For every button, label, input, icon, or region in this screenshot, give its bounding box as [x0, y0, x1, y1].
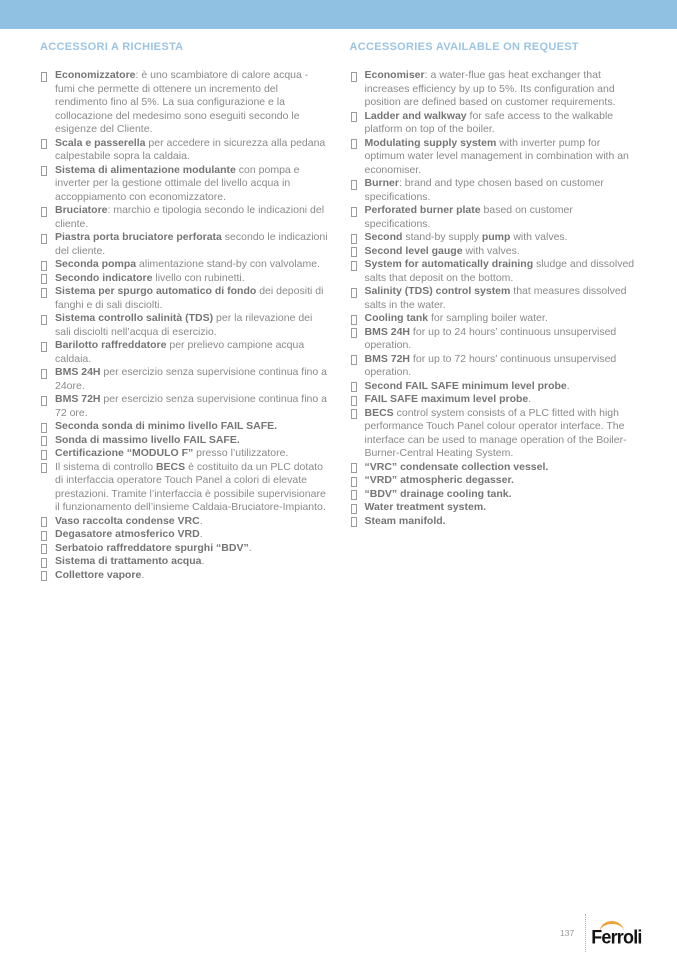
item-text: Barilotto raffreddatore per prelievo campione acqua caldaia.	[55, 339, 305, 365]
list-item	[40, 447, 331, 461]
page-content	[40, 41, 640, 582]
item-text: BMS 72H for up to 72 hours’ continuous unsupervised operation.	[364, 352, 617, 378]
bullet-box-icon	[351, 490, 357, 500]
bullet-box-icon	[351, 504, 357, 514]
bullet-box-icon	[351, 139, 357, 149]
item-text: Il sistema di controllo BECS è costituito da un PLC dotato di interfaccia operatore Touch Panel a colori di elevate prestazioni. Tramite l’interfaccia è possibile supervisionare il funzionamento dell’insieme Caldaia-Bruciatore-Impianto.	[55, 460, 326, 513]
list-item	[350, 312, 641, 326]
item-text: “VRC” condensate collection vessel.	[364, 460, 549, 473]
list-item	[350, 110, 641, 137]
bullet-box-icon	[351, 517, 357, 527]
item-text: Modulating supply system with inverter pump for optimum water level management in combination with an economiser.	[364, 136, 629, 176]
bullet-box-icon	[41, 288, 47, 298]
column-heading-english: ACCESSORIES AVAILABLE ON REQUEST	[349, 41, 579, 53]
bullet-box-icon	[351, 382, 357, 392]
bullet-box-icon	[351, 463, 357, 473]
item-text: Economiser: a water-flue gas heat exchanger that increases efficiency by up to 5%. Its configuration and position are defined based on customer requirements.	[364, 69, 616, 108]
bullet-box-icon	[41, 207, 47, 217]
bullet-box-icon	[41, 369, 47, 379]
item-text: Serbatoio raffreddatore spurghi “BDV”.	[55, 541, 252, 554]
list-item	[40, 420, 331, 434]
item-text: Water treatment system.	[364, 501, 487, 513]
item-text: Ladder and walkway for safe access to the walkable platform on top of the boiler.	[364, 109, 614, 135]
item-text: System for automatically draining sludge and dissolved salts that deposit on the bottom.	[364, 258, 635, 284]
bullet-box-icon	[41, 72, 47, 82]
list-item	[40, 569, 331, 583]
bullet-box-icon	[351, 477, 357, 487]
item-text: Seconda sonda di minimo livello FAIL SAFE.	[55, 420, 278, 432]
item-text: BMS 24H for up to 24 hours’ continuous unsupervised operation.	[364, 325, 617, 351]
list-item	[350, 231, 641, 245]
item-text: Perforated burner plate based on customer specifications.	[364, 204, 573, 230]
ferroli-logo-text: Ferroli	[591, 926, 642, 948]
list-item	[40, 69, 331, 137]
list-item	[350, 501, 641, 515]
item-text: Salinity (TDS) control system that measures dissolved salts in the water.	[364, 285, 627, 311]
list-item	[350, 326, 641, 353]
item-text: Sistema per spurgo automatico di fondo dei depositi di fanghi e di sali disciolti.	[55, 285, 324, 311]
bullet-box-icon	[351, 288, 357, 298]
item-text: Seconda pompa alimentazione stand-by con valvolame.	[55, 258, 320, 270]
bullet-box-icon	[41, 166, 47, 176]
bullet-box-icon	[41, 315, 47, 325]
list-item	[40, 137, 331, 164]
list-item	[40, 515, 331, 529]
list-item	[350, 258, 641, 285]
column-heading-italian: ACCESSORI A RICHIESTA	[40, 41, 184, 53]
bullet-box-icon	[351, 261, 357, 271]
bullet-box-icon	[41, 342, 47, 352]
ferroli-logo	[591, 918, 641, 948]
bullet-box-icon	[41, 436, 47, 446]
bullet-box-icon	[351, 207, 357, 217]
bullet-box-icon	[41, 544, 47, 554]
list-item	[40, 312, 331, 339]
item-text: Sonda di massimo livello FAIL SAFE.	[55, 433, 240, 446]
list-item	[350, 204, 641, 231]
list-item	[40, 434, 331, 448]
bullet-box-icon	[41, 234, 47, 244]
bullet-box-icon	[351, 247, 357, 257]
column-italian	[40, 41, 331, 582]
dotted-separator	[585, 914, 586, 952]
page-number: 137	[560, 928, 575, 938]
bullet-box-icon	[351, 409, 357, 419]
item-text: Sistema di trattamento acqua.	[55, 555, 205, 567]
list-item	[40, 366, 331, 393]
bullet-box-icon	[351, 180, 357, 190]
bullet-box-icon	[351, 328, 357, 338]
list-item	[40, 339, 331, 366]
list-item	[350, 515, 641, 529]
bullet-box-icon	[41, 139, 47, 149]
item-text: Sistema di alimentazione modulante con pompa e inverter per la gestione ottimale del livello acqua in accoppiamento con economizzatore.	[55, 163, 300, 203]
item-text: FAIL SAFE maximum level probe.	[364, 393, 532, 405]
list-item	[350, 137, 641, 178]
item-text: BMS 24H per esercizio senza supervisione continua fino a 24ore.	[55, 366, 327, 392]
bullet-box-icon	[41, 450, 47, 460]
bullet-box-icon	[351, 396, 357, 406]
list-item	[40, 285, 331, 312]
item-text: BECS control system consists of a PLC fitted with high performance Touch Panel colour operator interface. The interface can be used to manage operation of the Boiler-Burner-Central Heating System.	[364, 406, 627, 459]
list-item	[350, 285, 641, 312]
bullet-box-icon	[41, 261, 47, 271]
list-item	[40, 204, 331, 231]
bullet-box-icon	[41, 274, 47, 284]
list-item	[350, 407, 641, 461]
bullet-box-icon	[41, 423, 47, 433]
top-color-bar	[0, 0, 677, 29]
list-item	[350, 177, 641, 204]
list-item	[350, 353, 641, 380]
bullet-box-icon	[41, 571, 47, 581]
item-text: Second stand-by supply pump with valves.	[364, 231, 568, 243]
item-text: Cooling tank for sampling boiler water.	[364, 312, 548, 324]
list-item	[350, 69, 641, 110]
bullet-box-icon	[351, 234, 357, 244]
item-text: Sistema controllo salinità (TDS) per la rilevazione dei sali disciolti nell’acqua di esercizio.	[55, 312, 313, 338]
item-text: Certificazione “MODULO F” presso l’utilizzatore.	[55, 447, 289, 459]
bullet-box-icon	[351, 112, 357, 122]
list-item	[350, 461, 641, 475]
item-text: Degasatore atmosferico VRD.	[55, 528, 203, 540]
list-item	[40, 555, 331, 569]
item-text: Bruciatore: marchio e tipologia secondo le indicazioni del cliente.	[55, 204, 325, 230]
item-text: Second FAIL SAFE minimum level probe.	[364, 379, 570, 392]
list-item	[350, 393, 641, 407]
list-item	[40, 164, 331, 205]
item-text: Burner: brand and type chosen based on customer specifications.	[364, 177, 604, 203]
list-item	[350, 380, 641, 394]
item-text: Collettore vapore.	[55, 568, 145, 581]
item-text: “VRD” atmospheric degasser.	[364, 474, 514, 486]
list-item	[40, 528, 331, 542]
list-item	[40, 393, 331, 420]
list-item	[40, 461, 331, 515]
list-item	[350, 488, 641, 502]
item-text: BMS 72H per esercizio senza supervisione continua fino a 72 ore.	[55, 393, 327, 419]
list-item	[40, 258, 331, 272]
item-text: Secondo indicatore livello con rubinetti.	[55, 271, 245, 284]
accessory-list-italian	[40, 69, 331, 582]
item-text: Second level gauge with valves.	[364, 244, 520, 257]
item-text: Piastra porta bruciatore perforata secondo le indicazioni del cliente.	[55, 231, 328, 257]
bullet-box-icon	[41, 517, 47, 527]
bullet-box-icon	[351, 355, 357, 365]
accessory-list-english	[350, 69, 641, 528]
item-text: Vaso raccolta condense VRC.	[55, 514, 203, 527]
item-text: Scala e passerella per accedere in sicurezza alla pedana calpestabile sopra la caldaia.	[55, 136, 326, 162]
item-text: “BDV” drainage cooling tank.	[364, 487, 512, 500]
list-item	[350, 245, 641, 259]
item-text: Economizzatore: è uno scambiatore di calore acqua - fumi che permette di ottenere un incremento del rendimento fino al 5%. La sua configurazione e la collocazione del medesimo sono eseguiti secondo le esigenze del Cliente.	[55, 69, 309, 135]
bullet-box-icon	[351, 72, 357, 82]
bullet-box-icon	[351, 315, 357, 325]
bullet-box-icon	[41, 558, 47, 568]
list-item	[40, 231, 331, 258]
list-item	[40, 542, 331, 556]
list-item	[350, 474, 641, 488]
bullet-box-icon	[41, 463, 47, 473]
page-footer	[560, 913, 642, 953]
bullet-box-icon	[41, 531, 47, 541]
item-text: Steam manifold.	[364, 514, 446, 527]
bullet-box-icon	[41, 396, 47, 406]
column-english	[350, 41, 641, 582]
list-item	[40, 272, 331, 286]
